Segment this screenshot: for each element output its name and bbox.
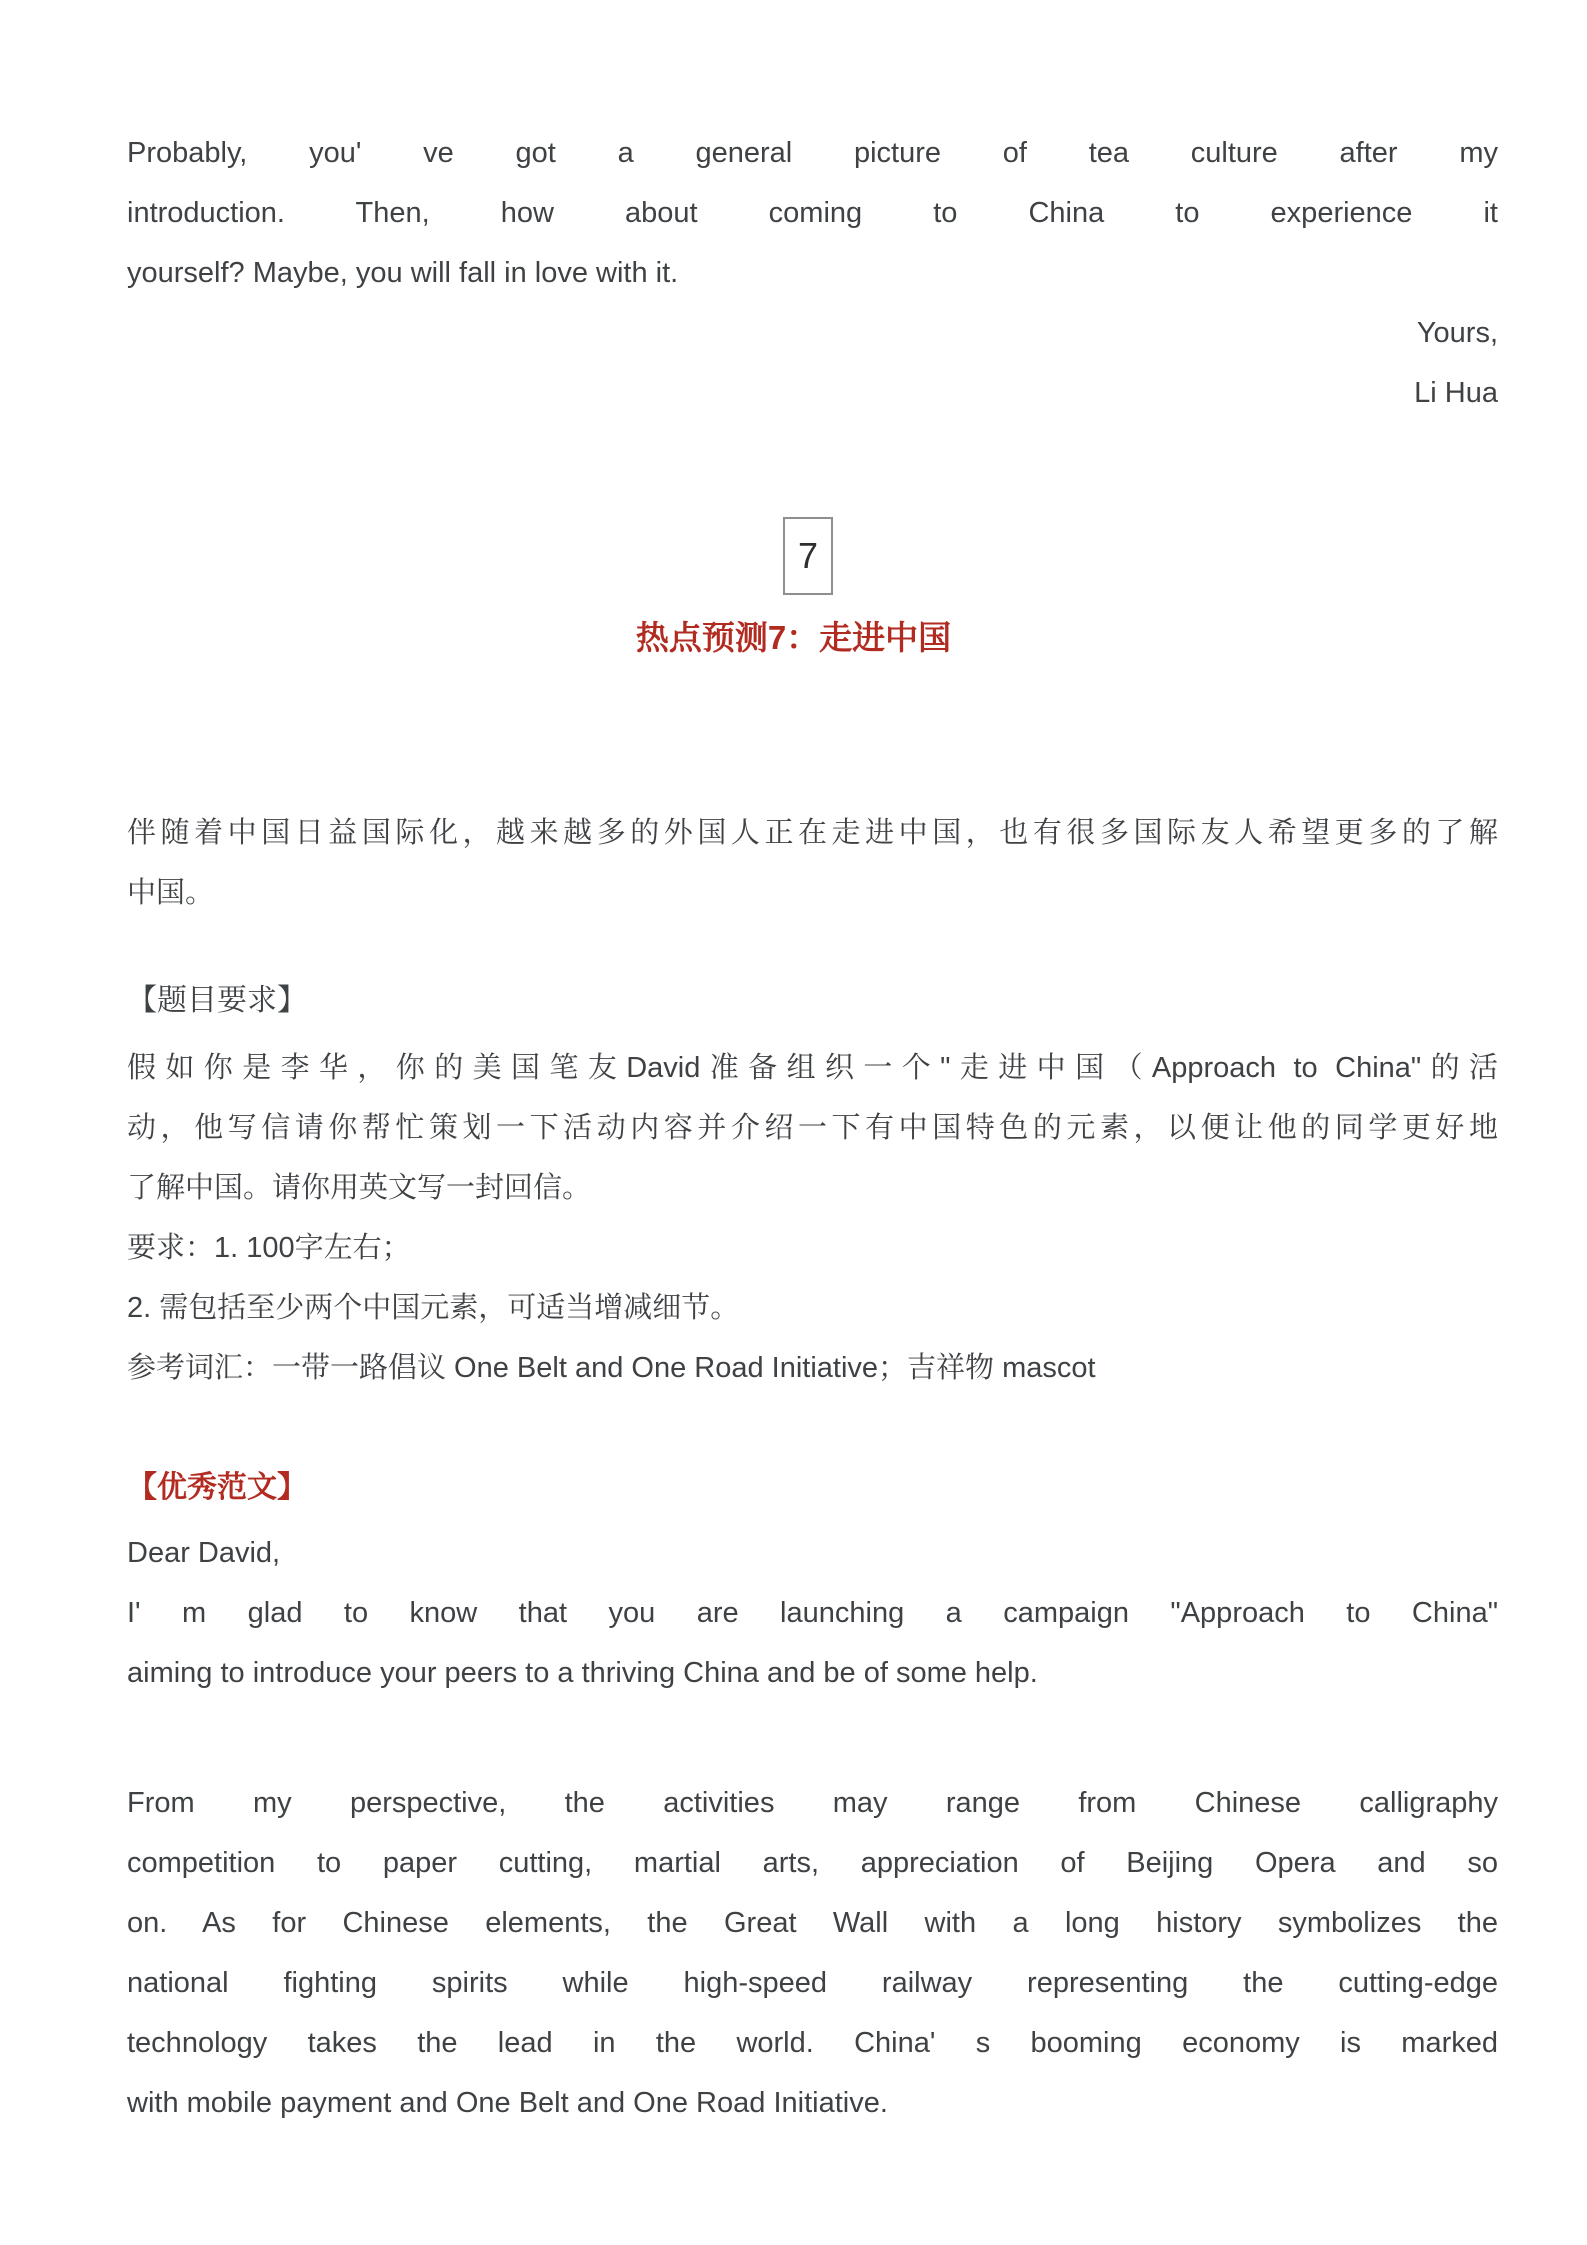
requirement-item: 要求：1. 100字左右；	[127, 1232, 411, 1264]
paragraph-line: with mobile payment and One Belt and One Road Initiative.	[127, 2087, 888, 2119]
paragraph-line: national fighting spirits while high-speed railway representing the cutting-edge	[127, 1967, 1498, 1999]
salutation: Dear David,	[127, 1537, 281, 1569]
section-number: 7	[797, 535, 819, 576]
letter-signoff-block	[127, 303, 1498, 423]
requirements-paragraph	[127, 1038, 1498, 1398]
signature: Li Hua	[1414, 377, 1498, 409]
section-heading: 热点预测7：走进中国	[635, 619, 952, 656]
paragraph-line: technology takes the lead in the world. China' s booming economy is marked	[127, 2027, 1498, 2059]
paragraph-line: 动，他写信请你帮忙策划一下活动内容并介绍一下有中国特色的元素，以便让他的同学更好地	[127, 1112, 1498, 1144]
paragraph-line: From my perspective, the activities may range from Chinese calligraphy	[127, 1787, 1498, 1819]
essay-paragraph-2	[127, 1773, 1498, 2133]
paragraph-line: 中国。	[127, 877, 215, 909]
paragraph-line: competition to paper cutting, martial arts, appreciation of Beijing Opera and so	[127, 1847, 1498, 1879]
paragraph-line: 了解中国。请你用英文写一封回信。	[127, 1172, 592, 1204]
essay-paragraph-1	[127, 1523, 1498, 1703]
model-essay-header: 【优秀范文】	[127, 1471, 307, 1504]
paragraph-line: Probably, you' ve got a general picture of tea culture after my	[127, 137, 1498, 169]
paragraph-line: 伴随着中国日益国际化，越来越多的外国人正在走进中国，也有很多国际友人希望更多的了解	[127, 817, 1498, 849]
paragraph-line: introduction. Then, how about coming to China to experience it	[127, 197, 1498, 229]
reference-vocabulary: 参考词汇：一带一路倡议 One Belt and One Road Initiative；吉祥物 mascot	[127, 1352, 1096, 1384]
paragraph-line: aiming to introduce your peers to a thriving China and be of some help.	[127, 1657, 1038, 1689]
paragraph-line: 假如你是李华，你的美国笔友David准备组织一个"走进中国（Approach to China"的活	[127, 1052, 1498, 1084]
signoff: Yours,	[1416, 317, 1498, 349]
requirements-header: 【题目要求】	[127, 984, 307, 1017]
paragraph-line: I' m glad to know that you are launching a campaign "Approach to China"	[127, 1597, 1498, 1629]
paragraph-line: yourself? Maybe, you will fall in love with it.	[127, 257, 679, 289]
intro-paragraph	[127, 803, 1498, 923]
section-number-box	[783, 517, 833, 595]
paragraph-line: on. As for Chinese elements, the Great Wall with a long history symbolizes the	[127, 1907, 1498, 1939]
requirement-item: 2. 需包括至少两个中国元素，可适当增减细节。	[127, 1292, 740, 1324]
opening-paragraph	[127, 123, 1498, 303]
